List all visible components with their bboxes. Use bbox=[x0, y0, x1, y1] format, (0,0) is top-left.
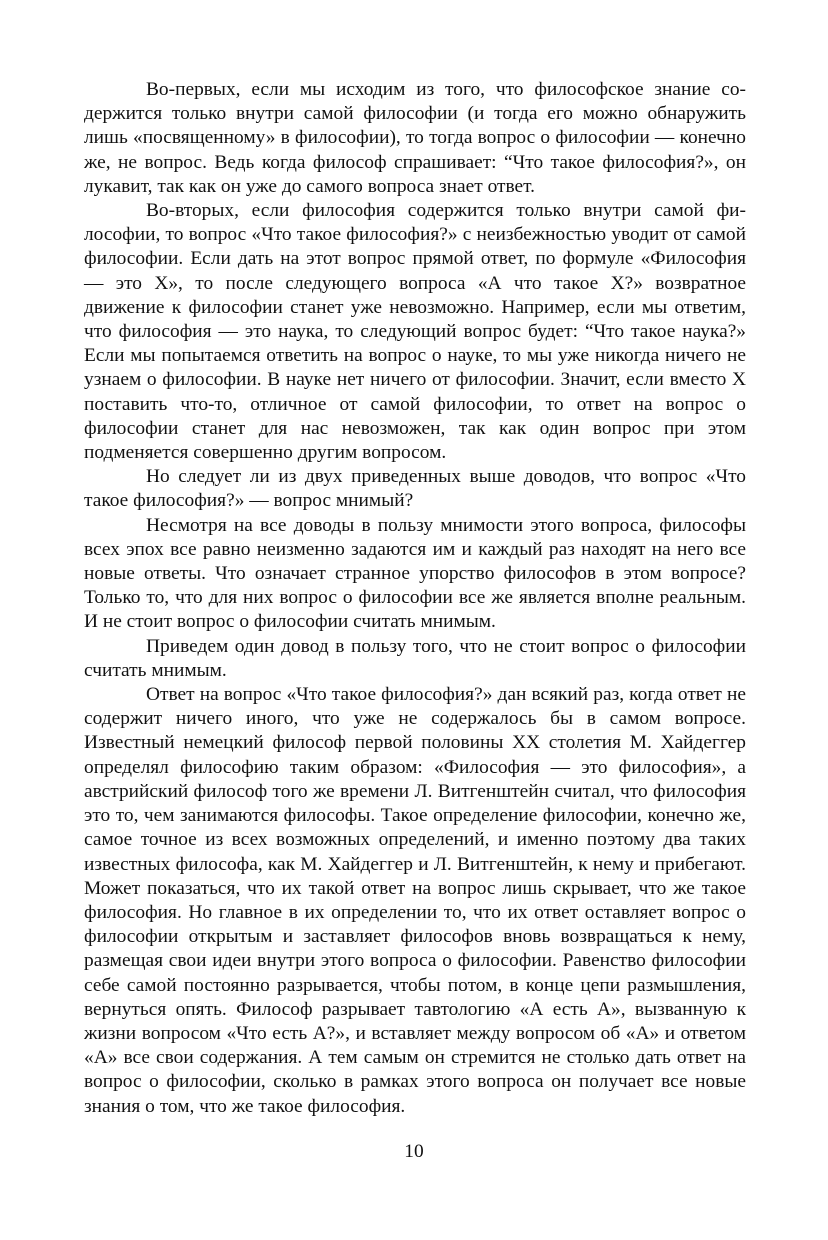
paragraph-second-argument: Во-вторых, если философия содержится только внутри самой философии, то вопрос «Что такое философия?» с неизбежностью уводит от самой философии. Если дать на этот вопрос прямой ответ, по формуле «Философия — это X», то после следующего вопроса «А что такое X?» возвратное движение к философии станет уже невозможно. Например, если мы ответим, что философия — это наука, то следующий вопрос будет: “Что такое наука?» Если мы попытаемся ответить на вопрос о науке, то мы уже никогда ничего не узнаем о философии. В науке нет ничего от философии. Значит, если вместо X поставить что-то, отличное от самой философии, то ответ на вопрос о философии станет для нас невозможен, так как один вопрос при этом подменяется совершенно другим вопросом. bbox=[84, 200, 746, 464]
page-body bbox=[84, 78, 746, 1119]
paragraph-answer: Ответ на вопрос «Что такое философия?» дан всякий раз, когда ответ не содержит ничего иного, что уже не содержалось бы в самом вопросе. Известный немецкий философ первой половины XX столетия М. Хайдеггер определял философию таким образом: «Философия — это философия», а австрийский философ того же времени Л. Витгенштейн считал, что философия это то, чем занимаются философы. Такое определение философии, конечно же, самое точное из всех возможных определений, и именно поэтому два таких известных философа, как М. Хайдеггер и Л. Витгенштейн, к нему и прибегают. Может показаться, что их такой ответ на вопрос лишь скрывает, что же такое философия. Но главное в их определении то, что их ответ оставляет вопрос о философии открытым и заставляет философов вновь возвращаться к нему, размещая свои идеи внутри этого вопроса о философии. Равенство философии себе самой постоянно разрывается, чтобы потом, в конце цепи размышления, вернуться опять. Философ разрывает тавтологию «А есть А», вызванную к жизни вопросом «Что есть А?», и вставляет между вопросом об «А» и ответом «А» все свои содержания. А тем самым он стремится не столько дать ответ на вопрос о философии, сколько в рамках этого вопроса он получает все новые знания о том, что же такое философия. bbox=[84, 684, 746, 1117]
paragraph-persistence: Несмотря на все доводы в пользу мнимости этого вопроса, философы всех эпох все равно неизменно задаются им и каждый раз находят на него все новые ответы. Что означает странное упорство философов в этом вопросе? Только то, что для них вопрос о философии все же является вполне реальным. И не стоит вопрос о философии считать мнимым. bbox=[84, 514, 746, 633]
paragraph-first-argument: Во-первых, если мы исходим из того, что философское знание содержится только внутри самой философии (и тогда его можно обнаружить лишь «посвященному» в философии), то тогда вопрос о философии — конечно же, не вопрос. Ведь когда философ спрашивает: “Что такое философия?», он лукавит, так как он уже до самого вопроса знает ответ. bbox=[84, 79, 746, 197]
page-number: 10 bbox=[404, 1141, 424, 1162]
paragraph-question: Но следует ли из двух приведенных выше доводов, что вопрос «Что такое философия?» — вопрос мнимый? bbox=[84, 466, 746, 512]
paragraph-argument-intro: Приведем один довод в пользу того, что не стоит вопрос о философии считать мнимым. bbox=[84, 635, 746, 681]
